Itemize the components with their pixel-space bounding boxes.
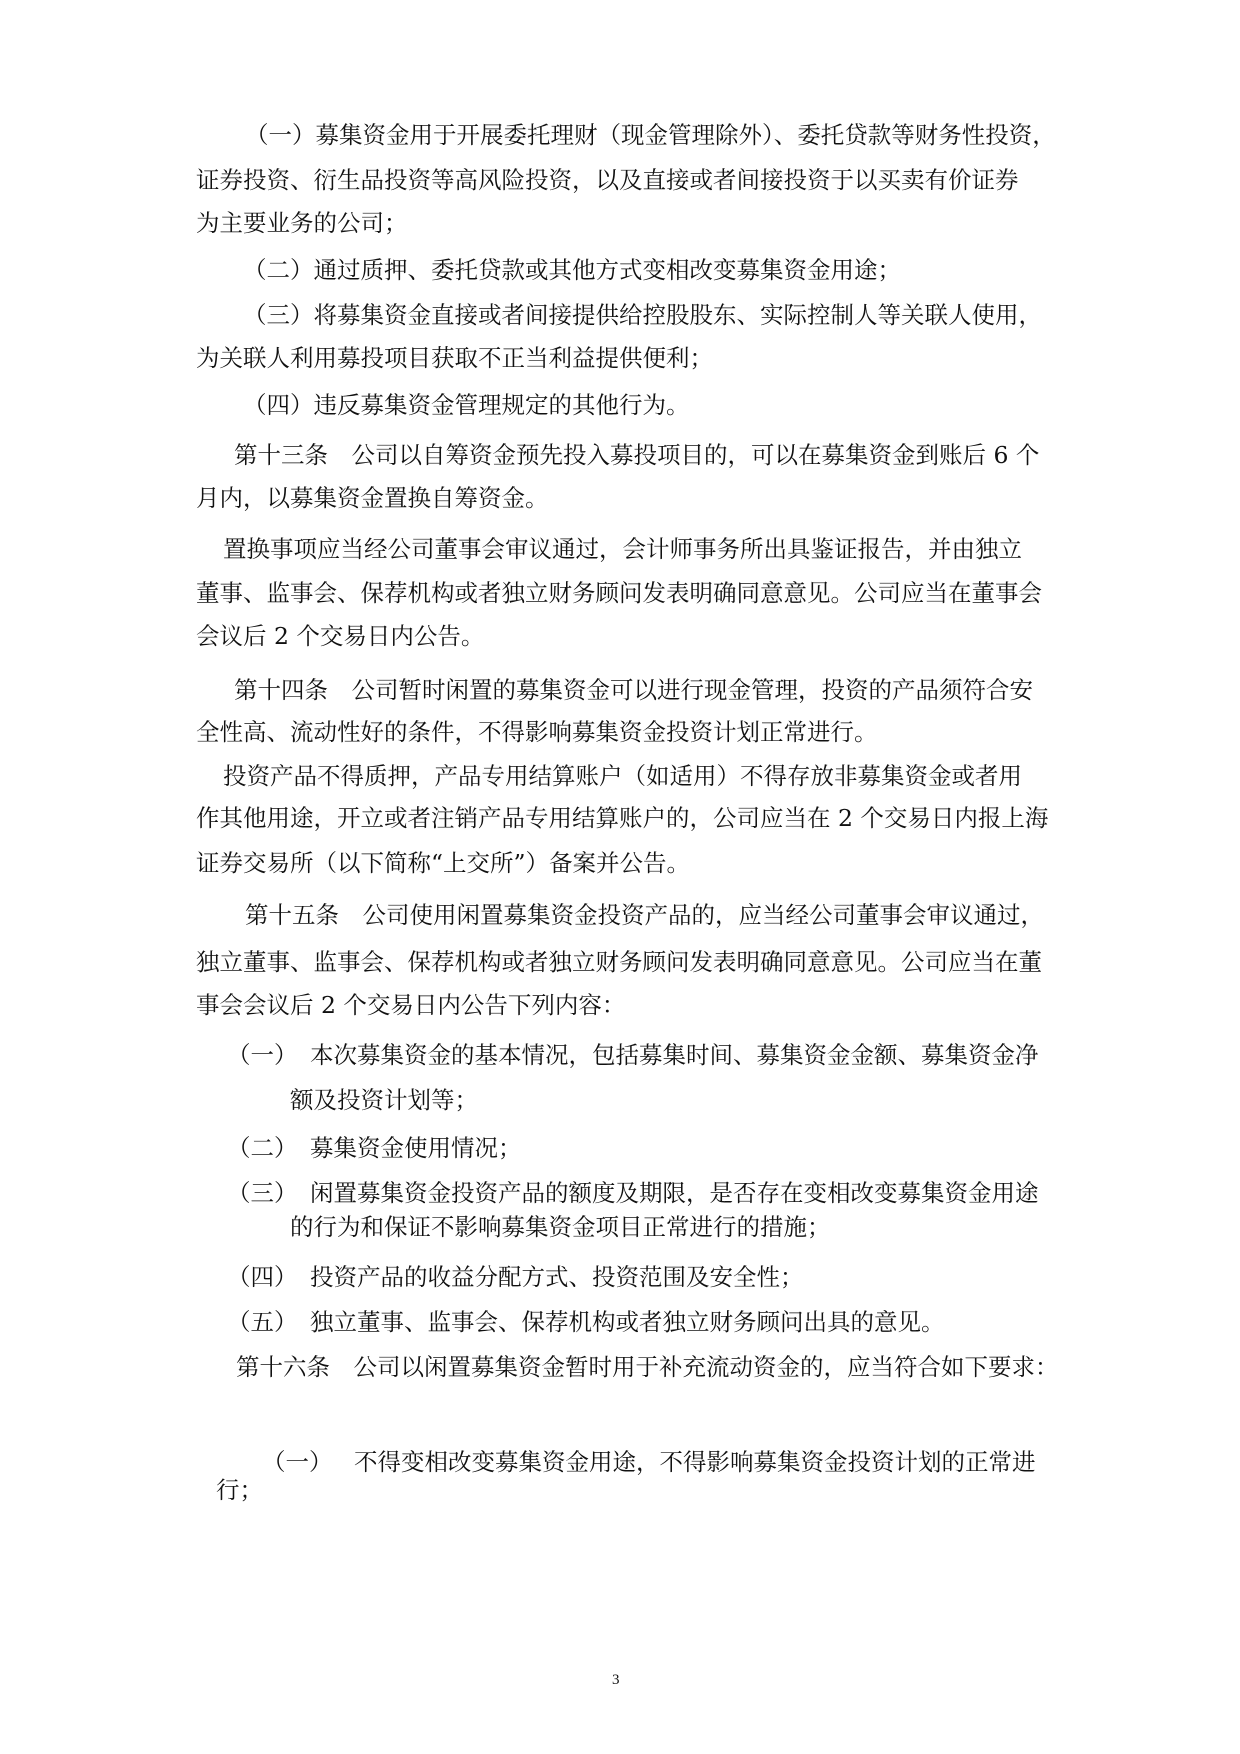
- article-15-heading: 第十五条 公司使用闲置募集资金投资产品的，应当经公司董事会审议通过，: [245, 901, 1044, 929]
- paragraph-line: 月内，以募集资金置换自筹资金。: [196, 484, 549, 512]
- paragraph-line: 董事、监事会、保荐机构或者独立财务顾问发表明确同意意见。公司应当在董事会: [196, 579, 1042, 607]
- list-text-continuation: 的行为和保证不影响募集资金项目正常进行的措施；: [290, 1213, 831, 1241]
- paragraph-line: 事会会议后 2 个交易日内公告下列内容：: [196, 991, 626, 1019]
- paragraph-line: 独立董事、监事会、保荐机构或者独立财务顾问发表明确同意意见。公司应当在董: [196, 948, 1042, 976]
- list-text: 独立董事、监事会、保荐机构或者独立财务顾问出具的意见。: [310, 1308, 945, 1336]
- paragraph-line: 作其他用途，开立或者注销产品专用结算账户的，公司应当在 2 个交易日内报上海: [196, 804, 1049, 832]
- list-label: （一）: [227, 1041, 298, 1069]
- page-number: 3: [612, 1672, 620, 1688]
- paragraph-line: 置换事项应当经公司董事会审议通过，会计师事务所出具鉴证报告，并由独立: [223, 535, 1022, 563]
- paragraph-line: （四）违反募集资金管理规定的其他行为。: [243, 391, 690, 419]
- list-label: （三）: [227, 1179, 298, 1207]
- paragraph-line: 全性高、流动性好的条件，不得影响募集资金投资计划正常进行。: [196, 718, 878, 746]
- paragraph-line: （二）通过质押、委托贷款或其他方式变相改变募集资金用途；: [243, 256, 901, 284]
- list-label: （一）: [262, 1448, 333, 1476]
- list-text: 本次募集资金的基本情况，包括募集时间、募集资金金额、募集资金净: [310, 1041, 1039, 1069]
- list-text-continuation: 行；: [216, 1476, 263, 1504]
- paragraph-line: 会议后 2 个交易日内公告。: [196, 622, 485, 650]
- paragraph-line: 投资产品不得质押，产品专用结算账户（如适用）不得存放非募集资金或者用: [223, 762, 1022, 790]
- list-item: [262, 1447, 1036, 1477]
- paragraph-line: 证券投资、衍生品投资等高风险投资，以及直接或者间接投资于以买卖有价证券: [196, 166, 1019, 194]
- list-label: （二）: [227, 1134, 298, 1162]
- paragraph-line: 证券交易所（以下简称“上交所”）备案并公告。: [196, 849, 691, 877]
- article-16-heading: 第十六条 公司以闲置募集资金暂时用于补充流动资金的，应当符合如下要求：: [236, 1353, 1059, 1381]
- list-text: 闲置募集资金投资产品的额度及期限，是否存在变相改变募集资金用途: [310, 1179, 1039, 1207]
- list-label: （五）: [227, 1308, 298, 1336]
- paragraph-line: （三）将募集资金直接或者间接提供给控股股东、实际控制人等关联人使用，: [243, 301, 1042, 329]
- list-item: [227, 1307, 945, 1337]
- list-label: （四）: [227, 1263, 298, 1291]
- list-text: 不得变相改变募集资金用途，不得影响募集资金投资计划的正常进: [354, 1448, 1036, 1476]
- paragraph-line: （一）募集资金用于开展委托理财（现金管理除外）、委托贷款等财务性投资，: [245, 121, 1056, 149]
- list-text: 投资产品的收益分配方式、投资范围及安全性；: [310, 1263, 804, 1291]
- list-item: [227, 1133, 522, 1163]
- paragraph-line: 为关联人利用募投项目获取不正当利益提供便利；: [196, 344, 713, 372]
- list-text-continuation: 额及投资计划等；: [290, 1086, 478, 1114]
- list-item: [227, 1178, 1039, 1208]
- list-text: 募集资金使用情况；: [310, 1134, 522, 1162]
- paragraph-line: 为主要业务的公司；: [196, 209, 408, 237]
- article-13-heading: 第十三条 公司以自筹资金预先投入募投项目的，可以在募集资金到账后 6 个: [234, 441, 1040, 469]
- list-item: [227, 1040, 1107, 1070]
- list-item: [227, 1262, 804, 1292]
- article-14-heading: 第十四条 公司暂时闲置的募集资金可以进行现金管理，投资的产品须符合安: [234, 676, 1033, 704]
